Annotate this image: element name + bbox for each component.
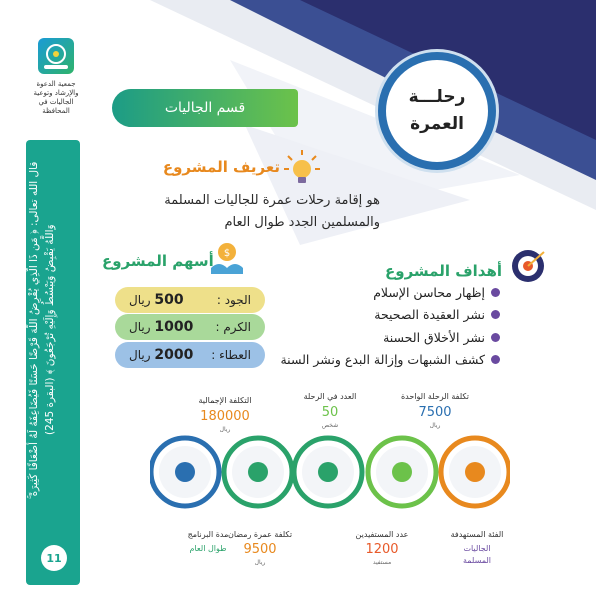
- title-line2: العمرة: [410, 114, 464, 134]
- hand-coin-icon-glyph: [392, 462, 412, 482]
- target-gear-icon: [508, 246, 548, 290]
- share-amount: 500: [154, 292, 184, 308]
- svg-text:$: $: [223, 248, 231, 259]
- intro-heading: تعريف المشروع: [162, 158, 280, 176]
- stat-bottom-value-line1: الجاليات: [463, 544, 491, 553]
- share-label: العطاء :: [211, 348, 251, 362]
- stat-top-unit: شخص: [321, 422, 339, 429]
- quran-verse: قال الله تعالى: ﴿ مَن ذَا الَّذِي يُقْرِضُ اللَّهَ قَرْضًا حَسَنًا فَيُضَاعِفَهُ لَهُ أَضْعَافًا كَثِيرَةً ۚ وَاللَّهُ يَقْبِضُ وَيَبْسُطُ وَإِلَيْهِ تُرْجَعُونَ ﴾ (البقرة 245): [28, 161, 56, 499]
- stat-bottom-label: تكلفة عمرة رمضان: [227, 530, 293, 539]
- share-label: الكرم :: [215, 320, 251, 334]
- stat-bottom-value: 1200: [365, 542, 399, 557]
- goal-bullet-icon: [491, 333, 500, 342]
- share-pill: [115, 314, 265, 340]
- stat-top-value: 7500: [418, 405, 452, 420]
- stat-bottom-label: الفئة المستهدفة: [450, 530, 504, 539]
- goal-item: [383, 330, 500, 345]
- target-icon-glyph: [465, 462, 485, 482]
- stat-top-label: تكلفة الرحلة الواحدة: [400, 392, 470, 401]
- share-unit: ريال: [129, 293, 151, 307]
- stat-top-unit: ريال: [429, 422, 441, 429]
- logo-caption: جمعية الدعوة والإرشاد وتوعية الجاليات في المحافظة: [33, 80, 79, 115]
- share-unit: ريال: [129, 320, 151, 334]
- goal-text: إظهار محاسن الإسلام: [373, 285, 485, 300]
- goal-bullet-icon: [491, 288, 500, 297]
- goal-item: [373, 285, 500, 300]
- association-logo: [38, 38, 74, 74]
- stat-bottom-label: عدد المستفيدين: [355, 530, 409, 539]
- goal-bullet-icon: [491, 355, 500, 364]
- goal-text: نشر الأخلاق الحسنة: [383, 330, 485, 345]
- stat-bottom-value: طوال العام: [189, 544, 227, 553]
- share-amount: 2000: [154, 347, 194, 363]
- stat-bottom-value: 9500: [243, 542, 277, 557]
- department-label: قسم الجاليات: [164, 100, 246, 116]
- stat-top-unit: ريال: [219, 426, 231, 433]
- share-pill: [115, 287, 265, 313]
- group-icon-glyph: [318, 462, 338, 482]
- title-badge: [378, 52, 496, 170]
- intro-text-line2: والمسلمين الجدد طوال العام: [224, 215, 380, 230]
- title-line1: رحلـــة: [408, 86, 466, 107]
- stat-bottom-label: مدة البرنامج: [187, 530, 229, 539]
- page-number: 11: [41, 545, 67, 571]
- coins-plant-icon-glyph: [248, 462, 268, 482]
- goal-item: [280, 352, 500, 367]
- share-amount: 1000: [154, 319, 194, 335]
- goal-text: نشر العقيدة الصحيحة: [374, 307, 485, 322]
- lightbulb-icon: [282, 148, 322, 192]
- stat-bottom-value-line2: المسلمة: [463, 556, 491, 565]
- shares-heading: أسهم المشروع: [102, 252, 214, 270]
- share-pill: [115, 342, 265, 368]
- stat-top-value: 50: [321, 405, 339, 420]
- share-label: الجود :: [216, 293, 251, 307]
- stat-top-label: التكلفة الإجمالية: [198, 396, 252, 405]
- stat-bottom-unit: ريال: [254, 559, 266, 566]
- stat-top-label: العدد في الرحلة: [303, 392, 357, 401]
- goals-heading: أهداف المشروع: [385, 262, 502, 280]
- calendar-icon-glyph: [175, 462, 195, 482]
- share-unit: ريال: [129, 348, 151, 362]
- goal-text: كشف الشبهات وإزالة البدع ونشر السنة: [280, 352, 485, 367]
- intro-text-line1: هو إقامة رحلات عمرة للجاليات المسلمة: [164, 193, 380, 208]
- intro-text: [164, 190, 380, 234]
- goal-item: [374, 307, 500, 322]
- stat-bottom-unit: مستفيد: [372, 559, 392, 566]
- goal-bullet-icon: [491, 310, 500, 319]
- department-pill: [112, 89, 298, 127]
- stat-top-value: 180000: [200, 409, 250, 424]
